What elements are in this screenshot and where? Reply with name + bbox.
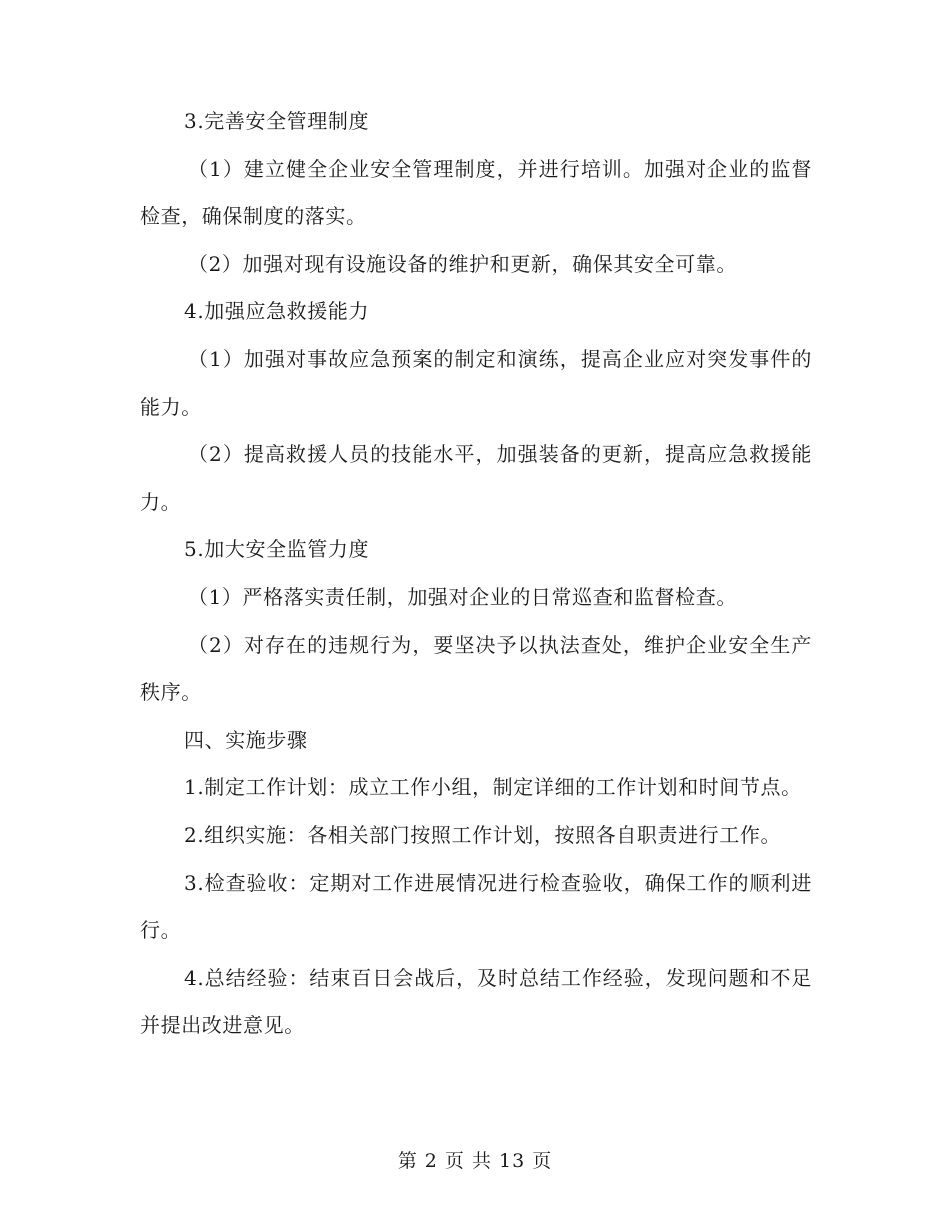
document-body: [140, 98, 812, 1050]
section-heading: 四、实施步骤: [184, 727, 308, 752]
list-item: （1）加强对事故应急预案的制定和演练，提高企业应对突发事件的能力。: [140, 346, 812, 419]
list-item: （2）对存在的违规行为，要坚决予以执法查处，维护企业安全生产秩序。: [140, 632, 812, 705]
list-item: （1）建立健全企业安全管理制度，并进行培训。加强对企业的监督检查，确保制度的落实。: [140, 156, 812, 229]
step-item: 1.制定工作计划：成立工作小组，制定详细的工作计划和时间节点。: [184, 775, 802, 800]
section-heading: 3.完善安全管理制度: [184, 109, 370, 133]
list-item: （2）加强对现有设施设备的维护和更新，确保其安全可靠。: [188, 251, 737, 276]
step-item: 3.检查验收：定期对工作进展情况进行检查验收，确保工作的顺利进行。: [140, 870, 812, 943]
list-item: （2）提高救援人员的技能水平，加强装备的更新，提高应急救援能力。: [140, 442, 812, 514]
section-heading: 4.加强应急救援能力: [184, 299, 370, 324]
section-heading: 5.加大安全监管力度: [184, 537, 370, 562]
page-number-footer: 第 2 页 共 13 页: [397, 1150, 553, 1172]
step-item: 4.总结经验：结束百日会战后，及时总结工作经验，发现问题和不足并提出改进意见。: [140, 965, 812, 1038]
step-item: 2.组织实施：各相关部门按照工作计划，按照各自职责进行工作。: [184, 822, 782, 847]
list-item: （1）严格落实责任制，加强对企业的日常巡查和监督检查。: [188, 584, 737, 609]
